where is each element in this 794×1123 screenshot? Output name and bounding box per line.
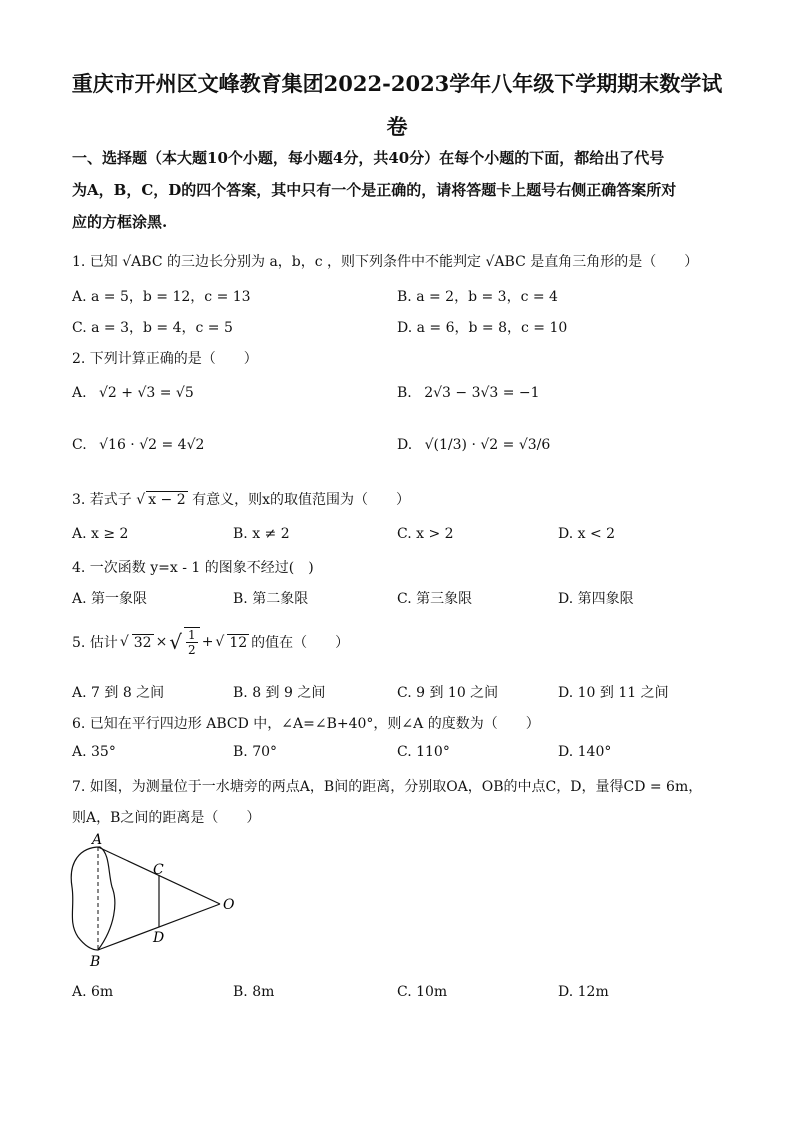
q5-radical-sign-1 xyxy=(120,634,129,650)
q2-option-c-label: C. xyxy=(72,437,87,453)
page-title-line2: 卷 xyxy=(386,114,408,139)
q2-option-a-expr: √2 + √3 = √5 xyxy=(99,385,194,401)
q3-option-d: D. x < 2 xyxy=(558,526,616,542)
q2-option-a-label: A. xyxy=(72,385,87,401)
q5-option-b: B. 8 到 9 之间 xyxy=(233,685,326,701)
pond-outline xyxy=(71,847,115,950)
q3-stem-post: 有意义，则x的取值范围为（ ） xyxy=(192,492,410,508)
label-c: C xyxy=(153,862,164,878)
q3-option-a: A. x ≥ 2 xyxy=(72,526,129,542)
q5-option-c: C. 9 到 10 之间 xyxy=(397,685,499,701)
q5-plus: + xyxy=(201,634,214,650)
q1-option-d: D. a = 6，b = 8，c = 10 xyxy=(397,320,568,336)
q6-option-a: A. 35° xyxy=(72,744,116,760)
q5-stem-pre: 5. 估计 xyxy=(72,635,118,651)
q2-option-b xyxy=(397,385,540,401)
q7-option-c: C. 10m xyxy=(397,984,448,1000)
q2-option-d-expr: √(1/3) · √2 = √3/6 xyxy=(424,437,551,453)
q5-stem-post: 的值在（ ） xyxy=(251,635,350,651)
q6-option-b: B. 70° xyxy=(233,744,278,760)
q3-stem-pre: 3. 若式子 xyxy=(72,492,132,508)
q4-option-c: C. 第三象限 xyxy=(397,591,473,607)
q2-option-c xyxy=(72,437,204,453)
question-7-stem-line1: 7. 如图，为测量位于一水塘旁的两点A，B间的距离，分别取OA，OB的中点C，D，量得CD = 6m， xyxy=(72,779,703,795)
question-4-stem: 4. 一次函数 y=x - 1 的图象不经过( ) xyxy=(72,560,314,576)
q5-radicand-2: 12 xyxy=(229,634,248,651)
q5-fraction-numerator: 1 xyxy=(188,628,196,642)
q6-option-d: D. 140° xyxy=(558,744,612,760)
q3-radicand: x − 2 xyxy=(148,492,186,508)
q1-option-b: B. a = 2，b = 3，c = 4 xyxy=(397,289,558,305)
q5-radicand-1: 32 xyxy=(133,634,152,651)
q2-option-a xyxy=(72,385,194,401)
q5-radical-sign-3 xyxy=(215,634,224,650)
section-instructions-line1: 一、选择题（本大题10个小题，每小题4分，共40分）在每个小题的下面，都给出了代号 xyxy=(72,149,665,167)
label-d: D xyxy=(153,930,165,946)
q3-option-c: C. x > 2 xyxy=(397,526,454,542)
label-b: B xyxy=(90,954,101,970)
question-3-stem xyxy=(72,489,410,509)
label-o: O xyxy=(223,897,235,913)
q7-option-b: B. 8m xyxy=(233,984,275,1000)
section-instructions-line3: 应的方框涂黑. xyxy=(72,213,168,231)
q4-option-b: B. 第二象限 xyxy=(233,591,309,607)
q5-radical-sign-2 xyxy=(169,630,182,654)
q3-radical-sign xyxy=(136,492,145,508)
section-instructions-line2: 为A，B，C，D的四个答案，其中只有一个是正确的，请将答题卡上题号右侧正确答案所对 xyxy=(72,181,677,199)
q1-option-a: A. a = 5，b = 12，c = 13 xyxy=(72,289,251,305)
q5-fraction-denominator: 2 xyxy=(188,643,196,657)
q2-option-c-expr: √16 · √2 = 4√2 xyxy=(99,437,205,453)
question-2-stem: 2. 下列计算正确的是（ ） xyxy=(72,351,258,367)
question-6-stem: 6. 已知在平行四边形 ABCD 中，∠A=∠B+40°，则∠A 的度数为（ ） xyxy=(72,716,540,732)
label-a: A xyxy=(92,832,103,848)
q7-option-d: D. 12m xyxy=(558,984,609,1000)
question-1-stem: 1. 已知 √ABC 的三边长分别为 a，b，c ，则下列条件中不能判定 √ABC 是直角三角形的是（ ） xyxy=(72,254,699,270)
q1-option-c: C. a = 3，b = 4，c = 5 xyxy=(72,320,233,336)
q2-option-d xyxy=(397,437,550,453)
q7-option-a: A. 6m xyxy=(72,984,114,1000)
q3-option-b: B. x ≠ 2 xyxy=(233,526,290,542)
q2-option-b-expr: 2√3 − 3√3 = −1 xyxy=(424,385,540,401)
q5-fraction xyxy=(184,627,200,657)
q2-option-d-label: D. xyxy=(397,437,413,453)
q5-option-a: A. 7 到 8 之间 xyxy=(72,685,165,701)
q5-option-d: D. 10 到 11 之间 xyxy=(558,685,669,701)
page-title-line1: 重庆市开州区文峰教育集团2022-2023学年八年级下学期期末数学试 xyxy=(71,71,723,96)
q6-option-c: C. 110° xyxy=(397,744,450,760)
question-5-stem xyxy=(72,627,349,657)
pond-figure xyxy=(60,832,250,972)
q5-times: × xyxy=(155,634,168,650)
question-7-stem-line2: 则A，B之间的距离是（ ） xyxy=(72,810,261,826)
q4-option-a: A. 第一象限 xyxy=(72,591,148,607)
q4-option-d: D. 第四象限 xyxy=(558,591,634,607)
q2-option-b-label: B. xyxy=(397,385,412,401)
